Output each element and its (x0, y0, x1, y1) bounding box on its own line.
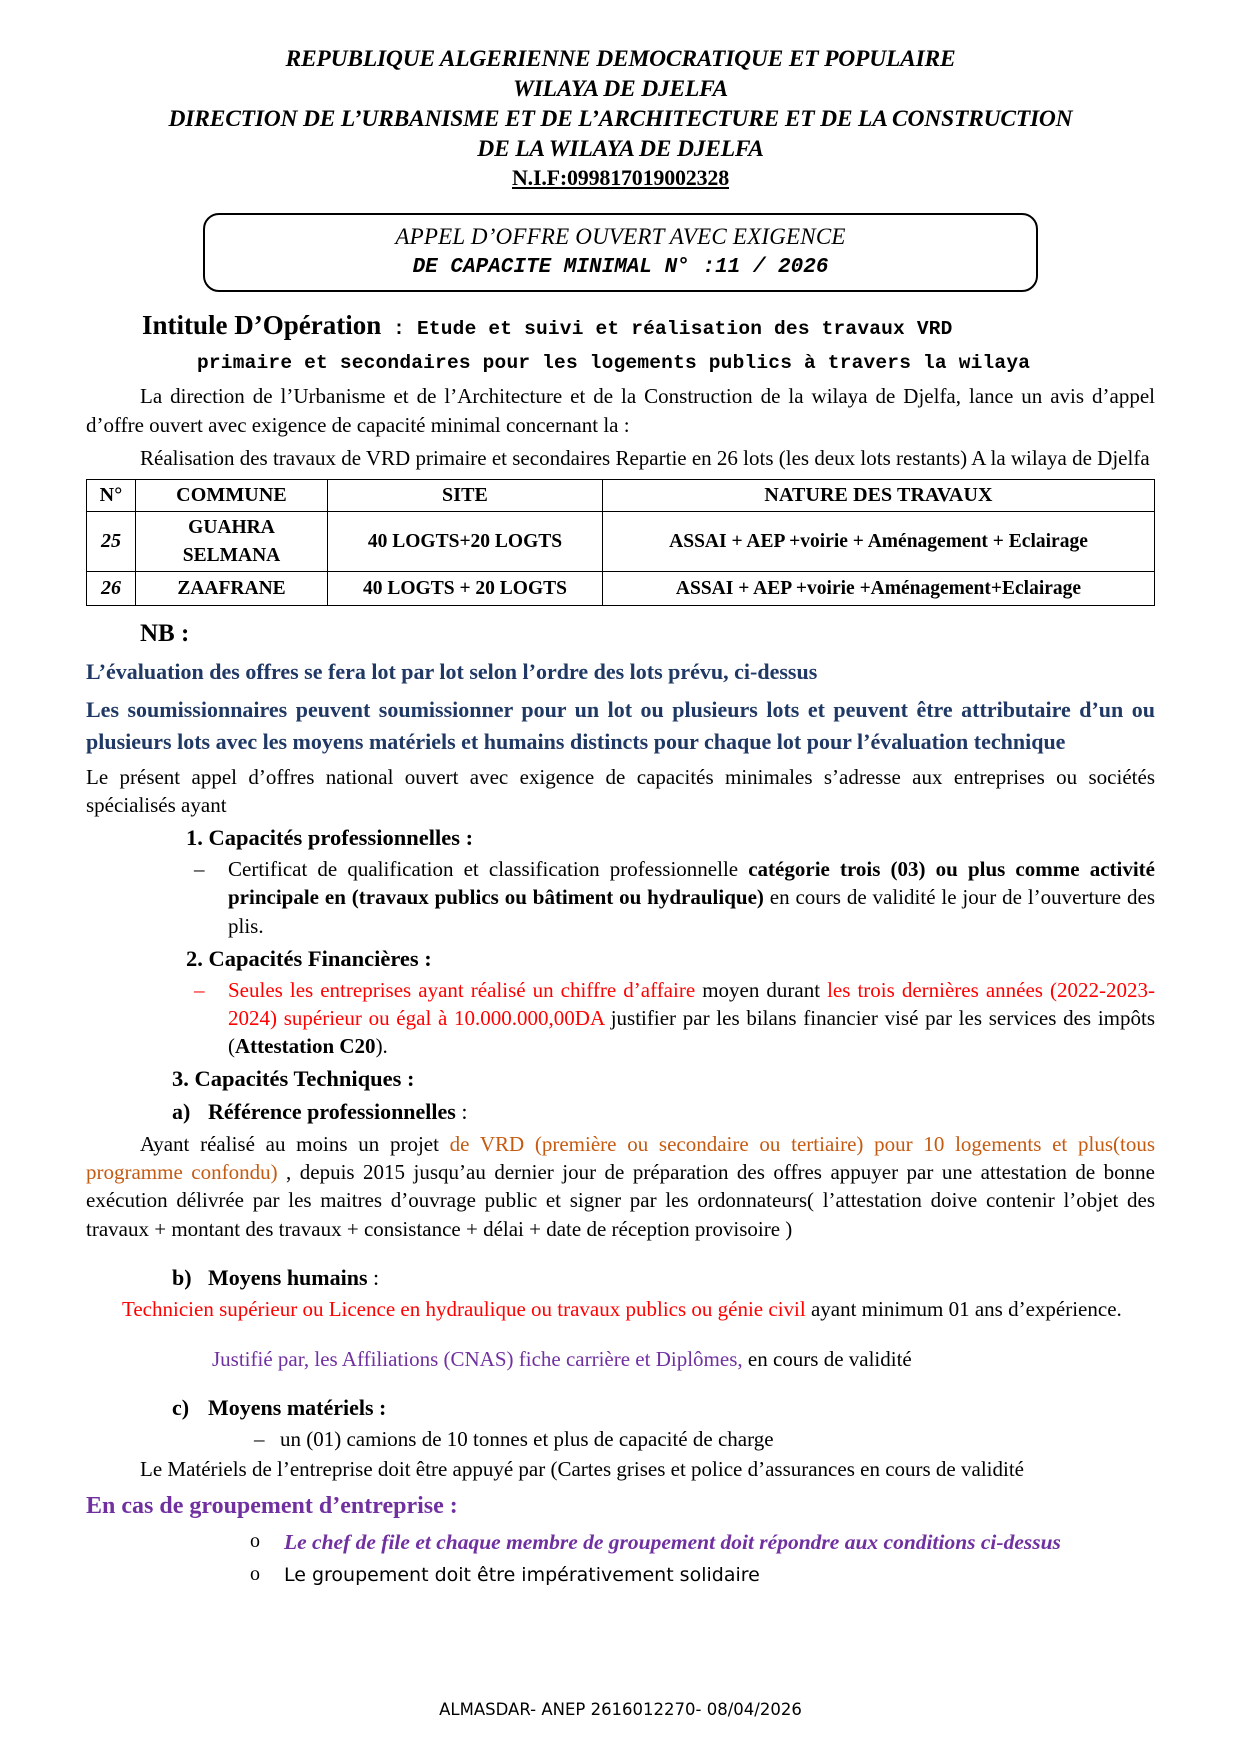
capacity-3b-body (86, 1295, 1155, 1323)
table-row (87, 511, 1155, 571)
capacity-3b-colon: : (367, 1264, 380, 1290)
operation-value-line1: Etude et suivi et réalisation des travaux VRD (416, 318, 953, 341)
circle-bullet-icon: o (250, 1562, 260, 1585)
document-header (86, 44, 1155, 164)
dash-bullet-icon: – (194, 857, 205, 882)
capacity-3c-note: Le Matériels de l’entreprise doit être appuyé par (Cartes grises et police d’assurances en cours de validité (140, 1456, 1024, 1481)
cell-no: 25 (87, 511, 136, 571)
capacity-3c-title: Moyens matériels : (208, 1395, 387, 1421)
lots-table (86, 479, 1155, 606)
operation-label: Intitule D’Opération (142, 310, 382, 341)
capacity-3-sublist-b (86, 1264, 1155, 1293)
capacity-3b-seg-3: Justifié par, les Affiliations (CNAS) fiche carrière et Diplômes, (212, 1346, 743, 1371)
col-header-commune: COMMUNE (136, 480, 328, 512)
header-line-republic: REPUBLIQUE ALGERIENNE DEMOCRATIQUE ET POPULAIRE (285, 46, 956, 72)
lead-paragraph: Le présent appel d’offres national ouvert avec exigence de capacités minimales s’adresse aux entreprises ou sociétés spécialisés ayant (86, 764, 1155, 818)
cell-commune-line2: SELMANA (182, 544, 281, 566)
capacity-2-seg-3: les trois dernières années (2022-2023-2024) supérieur ou égal à 10.000.000,00DA (228, 977, 1155, 1030)
tender-title-line1: APPEL D’OFFRE OUVERT AVEC EXIGENCE (395, 224, 846, 250)
capacity-3c (172, 1394, 1155, 1423)
capacity-2-seg-6: ). (375, 1033, 388, 1058)
tender-title-box (203, 213, 1038, 292)
capacity-3-title: 3. Capacités Techniques : (172, 1065, 415, 1091)
capacity-3c-item (246, 1425, 1155, 1453)
cell-commune: ZAAFRANE (136, 572, 328, 606)
dash-bullet-icon: – (254, 1426, 265, 1451)
capacity-3b-seg-2: ayant minimum 01 ans d’expérience. (805, 1297, 1122, 1322)
table-row (87, 572, 1155, 606)
capacity-1-item-b: catégorie trois (03) ou plus comme activité principale en (travaux publics ou bâtiment ou hydraulique) (228, 857, 1155, 910)
groupement-list (86, 1527, 1155, 1589)
capacity-1-item-a: Certificat de qualification et classification professionnelle (228, 857, 749, 882)
capacity-1-item-c: en cours de validité le jour de l’ouverture des plis. (228, 885, 1155, 938)
col-header-nature: NATURE DES TRAVAUX (603, 480, 1155, 512)
capacity-3b-seg-1: Technicien supérieur ou Licence en hydraulique ou travaux publics ou génie civil (122, 1297, 806, 1322)
capacity-2-item (186, 976, 1155, 1060)
capacity-2-title: 2. Capacités Financières : (186, 945, 432, 971)
capacity-3b-title: Moyens humains (208, 1264, 368, 1290)
capacity-3c-item-text: un (01) camions de 10 tonnes et plus de capacité de charge (280, 1426, 774, 1451)
cell-commune-line1: GUAHRA (188, 516, 275, 538)
operation-title-block (86, 308, 1155, 377)
intro-paragraph-1: La direction de l’Urbanisme et de l’Architecture et de la Construction de la wilaya de Djelfa, lance un avis d’appel d’offre ouvert avec exigence de capacité minimal concernant la : (86, 384, 1155, 437)
groupement-title: En cas de groupement d’entreprise : (86, 1493, 458, 1520)
page-footer: ALMASDAR- ANEP 2616012270- 08/04/2026 (439, 1700, 802, 1719)
intro-paragraph-2: Réalisation des travaux de VRD primaire et secondaires Repartie en 26 lots (les deux lots restants) A la wilaya de Djelfa (140, 445, 1150, 470)
cell-nature: ASSAI + AEP +voirie +Aménagement+Eclairage (603, 572, 1155, 606)
nif-number: N.I.F:099817019002328 (511, 165, 729, 191)
header-line-direction-2: DE LA WILAYA DE DJELFA (477, 136, 764, 163)
groupement-item-1-text: Le chef de file et chaque membre de groupement doit répondre aux conditions ci-dessus (284, 1530, 1061, 1555)
cell-commune (136, 511, 328, 571)
capacity-2-attestation: Attestation C20 (235, 1033, 376, 1058)
capacity-3b-marker: b) (172, 1264, 192, 1290)
cell-site: 40 LOGTS+20 LOGTS (328, 511, 603, 571)
groupement-item-2 (246, 1560, 1155, 1589)
col-header-no: N° (87, 480, 136, 512)
cell-site: 40 LOGTS + 20 LOGTS (328, 572, 603, 606)
capacity-3a-body (86, 1130, 1155, 1243)
header-line-wilaya: WILAYA DE DJELFA (513, 76, 728, 103)
capacity-3b (172, 1264, 1155, 1293)
groupement-item-2-text: Le groupement doit être impérativement solidaire (284, 1563, 760, 1586)
cell-nature: ASSAI + AEP +voirie + Aménagement + Eclairage (603, 511, 1155, 571)
capacity-3-sublist (86, 1098, 1155, 1127)
capacity-3a-title: Référence professionnelles (208, 1098, 456, 1124)
capacity-3a (172, 1098, 1155, 1127)
tender-title-line2: DE CAPACITE MINIMAL N° :11 / 2026 (412, 256, 829, 280)
nb-line-1: L’évaluation des offres se fera lot par lot selon l’ordre des lots prévu, ci-dessus (86, 659, 818, 685)
capacity-1-title: 1. Capacités professionnelles : (186, 825, 474, 851)
capacity-3-sublist-c (86, 1394, 1155, 1423)
nb-label: NB : (140, 619, 190, 647)
operation-colon: : (381, 318, 417, 341)
capacity-2-seg-4: justifier par les bilans financier visé par les services des impôts ( (228, 1005, 1155, 1058)
capacity-3b-seg-4: en cours de validité (742, 1346, 912, 1371)
table-header-row (87, 480, 1155, 512)
capacity-1-item (186, 855, 1155, 939)
capacity-2-seg-2: moyen durant (702, 977, 828, 1002)
dash-bullet-icon: – (194, 977, 205, 1002)
capacity-3c-marker: c) (172, 1395, 190, 1421)
col-header-site: SITE (328, 480, 603, 512)
capacity-3a-seg-2: de VRD (première ou secondaire ou tertiaire) pour 10 logements et plus(tous programme confondu) (86, 1131, 1155, 1184)
operation-value-line2: primaire et secondaires pour les logements publics à travers la wilaya (197, 352, 1031, 375)
document-body (86, 308, 1155, 1589)
capacity-3a-seg-3: , depuis 2015 jusqu’au dernier jour de préparation des offres appuyer par une attestation de bonne exécution délivrée par les maitres d’ouvrage public et signer par les ordonnateurs( l’attestation doive contenir l’objet des travaux + montant des travaux + consistance + délai + date de réception provisoire ) (86, 1159, 1155, 1241)
circle-bullet-icon: o (250, 1530, 260, 1553)
header-line-direction: DIRECTION DE L’URBANISME ET DE L’ARCHITECTURE ET DE LA CONSTRUCTION (168, 106, 1073, 133)
cell-no: 26 (87, 572, 136, 606)
capacity-3a-seg-1: Ayant réalisé au moins un projet (140, 1131, 450, 1156)
capacity-2-seg-1: Seules les entreprises ayant réalisé un chiffre d’affaire (228, 977, 703, 1002)
capacity-3a-marker: a) (172, 1098, 191, 1124)
capacity-3b-justification (86, 1345, 1155, 1373)
capacity-3a-colon: : (455, 1098, 468, 1124)
groupement-item-1 (246, 1527, 1155, 1557)
nb-line-2: Les soumissionnaires peuvent soumissionner pour un lot ou plusieurs lots et peuvent être attributaire d’un ou plusieurs lots avec les moyens matériels et humains distincts pour chaque lot pour l’évaluation technique (86, 696, 1155, 754)
